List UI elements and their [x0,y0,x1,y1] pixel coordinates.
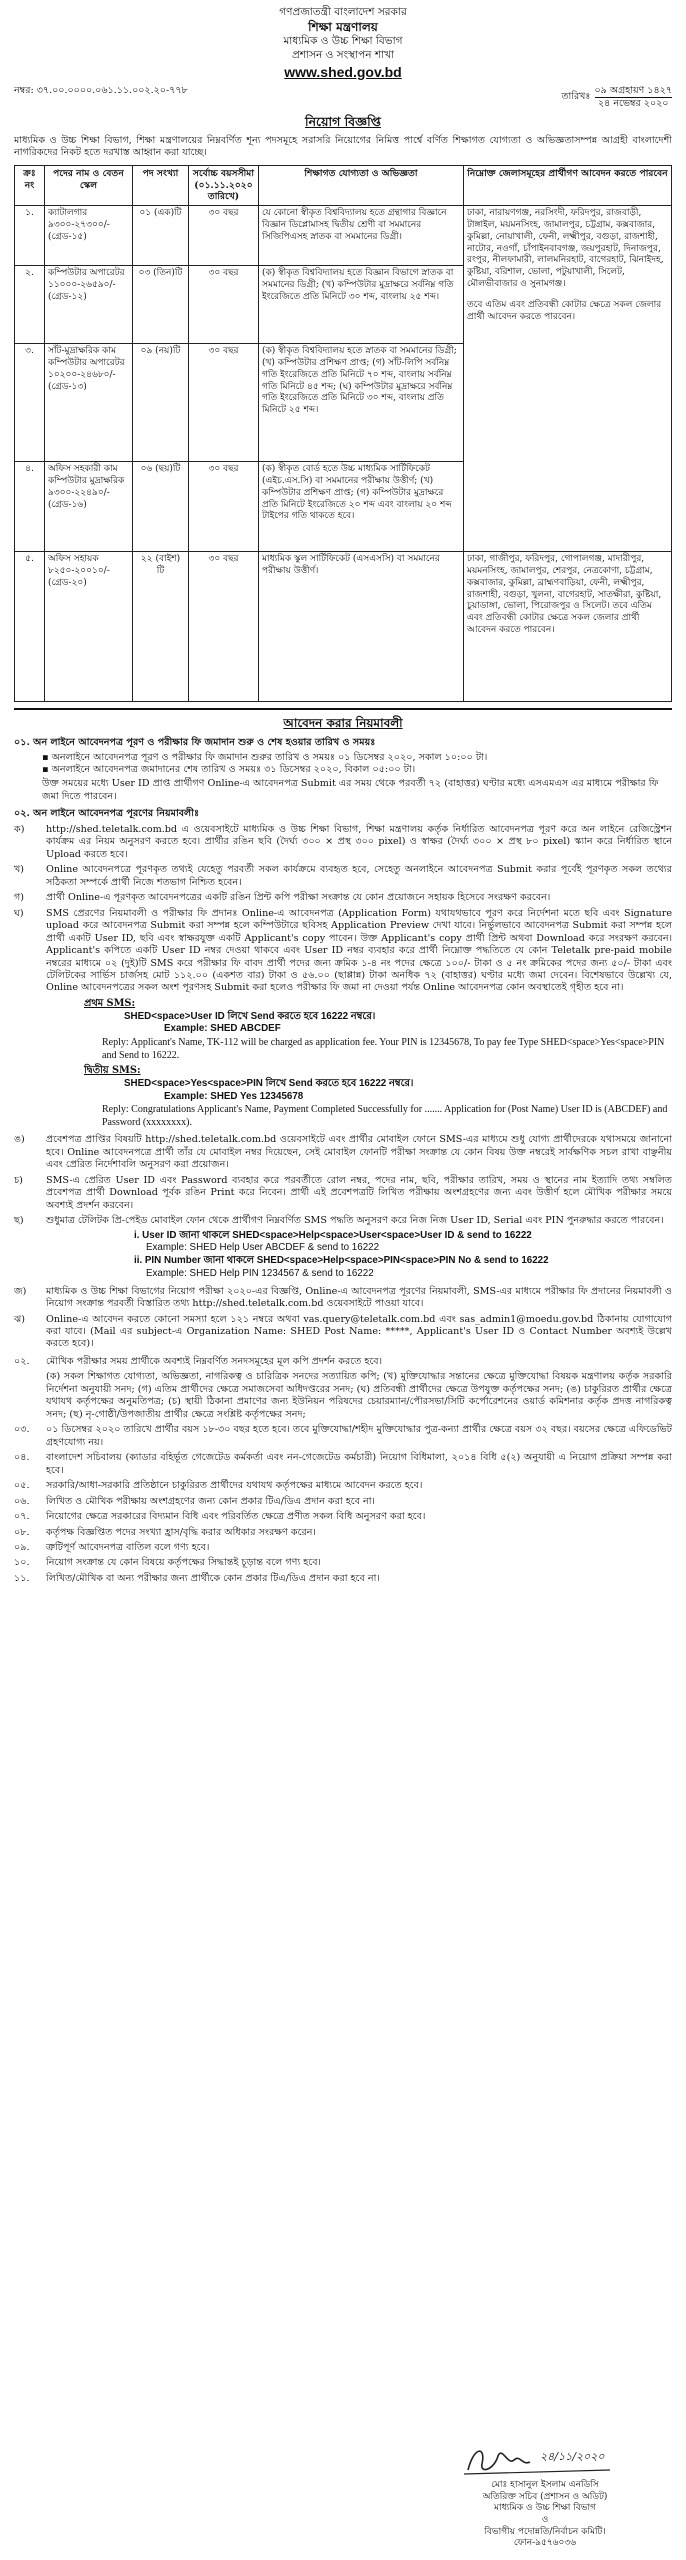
list-item [14,824,672,861]
list-item [14,1356,672,1368]
section-divider [14,708,672,710]
list-item [14,1424,672,1449]
row-qual: (ক) স্বীকৃত বোর্ড হতে উচ্চ মাধ্যমিক সার্টিফিকেট (এইচ.এস.সি) বা সমমানের পরীক্ষায় উত্তীর্ণ; (খ) কম্পিউটার প্রশিক্ষণ প্রাপ্ত; (গ) কম্পিউটার মুদ্রাক্ষরে প্রতি মিনিটে ইংরেজিতে ২০ শব্দ এবং বাংলায় ২০ শব্দ টাইপের গতি থাকতে হবে। [259,462,464,552]
item-no: ০৭. [14,1511,30,1523]
schedule-bullets [14,752,672,777]
signatory-committee: বিভাগীয় পদোন্নতি/নির্বাচন কমিটি। [484,2526,606,2537]
item-no: ঘ) [14,907,24,919]
list-item [14,1371,672,1421]
intro-text: মাধ্যমিক ও উচ্চ শিক্ষা বিভাগ, শিক্ষা মন্ত্রণালয়ের নিম্নবর্ণিত শূন্য পদসমূহে সরাসরি নিয়োগের নিমিত্ত পার্শ্বে বর্ণিত শিক্ষাগত যোগ্যতা ও অভিজ্ঞতাসম্পন্ন আগ্রহী বাংলাদেশী নাগরিকদের নিকট হতে দরখাস্ত আহ্বান করা যাচ্ছে। [14,134,672,159]
admit-section [14,1134,672,1227]
signatory-and: ও [541,2515,549,2526]
item-text: http://shed.teletalk.com.bd এ ওয়েবসাইটে মাধ্যমিক ও উচ্চ শিক্ষা বিভাগ, শিক্ষা মন্ত্রণালয় কর্তৃক নির্ধারিত আবেদনপত্র পূরণ করে অন লাইনে রেজিস্ট্রেশন কার্যক্রম এর নিয়ম অনুসরণ করতে হবে। প্রার্থীর রঙিন ছবি (দৈর্ঘ্য ৩০০ × প্রস্থ ৩০০ pixel) ও স্বাক্ষর (দৈর্ঘ্য ৩০০ × প্রস্থ ৮০ pixel) স্ক্যান করে নির্ধারিত স্থানে Upload করতে হবে। [46,823,672,860]
col-age: সর্বোচ্চ বয়সসীমা (০১.১১.২০২০ তারিখে) [189,165,259,206]
dist-note-1: তবে এতিম এবং প্রতিবন্ধী কোটার ক্ষেত্রে সকল জেলার প্রার্থী আবেদন করতে পারবেন। [467,300,662,322]
schedule-title-text: অন লাইনে আবেদনপত্র পূরণ ও পরীক্ষার ফি জমাদান শুরু ও শেষ হওয়ার তারিখ ও সময়ঃ [33,737,376,749]
item-text: সরকারি/আধা-সরকারি প্রতিষ্ঠানে চাকুরিরত প্রার্থীদের যথাযথ কর্তৃপক্ষের মাধ্যমে আবেদন করতে হবে। [46,1480,423,1492]
header [14,6,672,81]
row-no: ৪. [15,462,45,552]
website-link[interactable]: www.shed.gov.bd [284,63,402,80]
item-text: (ক) সকল শিক্ষাগত যোগ্যতা, অভিজ্ঞতা, নাগরিকত্ব ও চারিত্রিক সনদের সত্যায়িত কপি; (খ) মুক্তিযোদ্ধার সন্তানের ক্ষেত্রে মুক্তিযোদ্ধা বিষয়ক মন্ত্রণালয় কর্তৃক সরকারি নির্দেশনা অনুযায়ী সনদ; (গ) এতিম প্রার্থীদের ক্ষেত্রে সমাজসেবা অধিদপ্তরের সনদ; (ঘ) প্রতিবন্ধী প্রার্থীদের ক্ষেত্রে উপযুক্ত কর্তৃপক্ষের সনদ; (ঙ) চাকুরিরত প্রার্থীর ক্ষেত্রে যথাযথ কর্তৃপক্ষের অনুমতিপত্র; (চ) স্থায়ী ঠিকানা প্রমাণের জন্য ইউনিয়ন পরিষদের চেয়ারম্যান/পৌরসভা/সিটি কর্পোরেশনের ওয়ার্ড কমিশনার কর্তৃক প্রদত্ত নাগরিকত্ব সনদ; (ছ) নৃ-গোষ্ঠী/উপজাতীয় প্রার্থীর ক্ষেত্রে সংশ্লিষ্ট কর্তৃপক্ষের সনদ; [46,1371,672,1420]
schedule-title: ০১. অন লাইনে আবেদনপত্র পূরণ ও পরীক্ষার ফি জমাদান শুরু ও শেষ হওয়ার তারিখ ও সময়ঃ [14,737,376,749]
row-count: ০৩ (তিন)টি [133,266,189,344]
schedule-section [14,737,672,803]
list-item [14,864,672,889]
row-count: ০৬ (ছয়)টি [133,462,189,552]
row-name: সাঁট-মুদ্রাক্ষরিক কাম কম্পিউটার অপারেটর ১০২০০-২৪৬৮০/- (গ্রেড-১৩) [45,344,133,462]
row-qual: (ক) স্বীকৃত বিশ্ববিদ্যালয় হতে স্নাতক বা সমমানের ডিগ্রী; (খ) কম্পিউটার প্রশিক্ষণ প্রাপ্ত; (গ) সাঁট-লিপি সর্বনিম্ন গতি ইংরেজিতে প্রতি মিনিটে ৭০ শব্দ, বাংলায় সর্বনিম্ন গতি মিনিটে ৪৫ শব্দ; (ঘ) কম্পিউটার মুদ্রাক্ষরে সর্বনিম্ন গতি ইংরেজিতে প্রতি মিনিটে ৩০ শব্দ, বাংলায় প্রতি মিনিটে ২৫ শব্দ। [259,344,464,462]
schedule-start: ▪ অনলাইনে আবেদনপত্র পূরণ ও পরীক্ষার ফি জমাদান শুরুর তারিখ ও সময়ঃ ০১ ডিসেম্বর ২০২০, সকাল ১০:০০ টা। [42,752,672,764]
row-name: কম্পিউটার অপারেটর ১১০০০-২৬৫৯০/- (গ্রেড-১২) [45,266,133,344]
row-name: ক্যাটালগার ৯৩০০-২৭৩০০/- (গ্রেড-১৫) [45,206,133,266]
list-item [14,1286,672,1311]
branch-name: প্রশাসন ও সংস্থাপন শাখা [291,48,395,61]
list-item [14,1511,672,1523]
signature-block [420,2440,670,2550]
row-no: ১. [15,206,45,266]
item-text: নিয়োগ সংক্রান্ত যে কোন বিষয়ে কর্তৃপক্ষের সিদ্ধান্তই চূড়ান্ত বলে গণ্য হবে। [46,1557,321,1569]
col-name: পদের নাম ও বেতন স্কেল [45,165,133,206]
first-sms-example: Example: SHED ABCDEF [164,1023,281,1035]
row-no: ২. [15,266,45,344]
row-age: ৩০ বছর [189,266,259,344]
item-text: প্রবেশপত্র প্রাপ্তির বিষয়টি http://shed.teletalk.com.bd ওয়েবসাইটে এবং প্রার্থীর মোবাইল ফোনে SMS-এর মাধ্যমে শুধু যোগ্য প্রার্থীদেরকে যথাসময়ে জানানো হবে। Online আবেদনপত্রে প্রার্থী তাঁর যে মোবাইল নম্বর দিয়েছেন, সেই মোবাইল ফোনটি পরীক্ষা সংক্রান্ত যে কোন বিষয় উক্ত নম্বরেই সার্বক্ষণিক সচল রাখা বাঞ্ছনীয় এবং প্রেরিত নির্দেশাবলি অনুসরণ করা প্রয়োজন। [46,1134,672,1171]
item-no: ছ) [14,1215,24,1227]
general-conditions [14,1356,672,1586]
list-item [14,908,672,995]
first-sms-reply: Reply: Applicant's Name, TK-112 will be charged as application fee. Your PIN is 12345678, To pay fee Type SHED<space>Yes<space>PIN and Send to 16222. [102,1037,665,1062]
item-text: প্রার্থী Online-এ পূরণকৃত আবেদনপত্রের একটি রঙিন প্রিন্ট কপি পরীক্ষা সংক্রান্ত যে কোন প্রয়োজনে সহায়ক হিসেবে সংরক্ষণ করবেন। [46,892,551,904]
row-age: ৩০ বছর [189,552,259,702]
item-no: খ) [14,864,25,876]
dist-list-1: ঢাকা, নারায়ণগঞ্জ, নরসিংদী, ফরিদপুর, রাজবাড়ী, টাঙ্গাইল, ময়মনসিংহ, জামালপুর, চট্টগ্রাম, কক্সবাজার, কুমিল্লা, নোয়াখালী, ফেনী, লক্ষ্মীপুর, বগুড়া, রাজশাহী, নাটোর, নওগাঁ, চাঁপাইনবাবগঞ্জ, জয়পুরহাট, দিনাজপুর, রংপুর, নীলফামারী, লালমনিরহাট, বাগেরহাট, ঝিনাইদহ, কুষ্টিয়া, বরিশাল, ভোলা, পটুয়াখালী, সিলেট, মৌলভীবাজার ও সুনামগঞ্জ। [467,208,664,289]
item-text: মৌখিক পরীক্ষার সময় প্রার্থীকে অবশ্যই নিম্নবর্ণিত সনদসমূহের মূল কপি প্রদর্শন করতে হবে। [46,1355,383,1367]
item-no [14,1371,46,1421]
second-sms-example: Example: SHED Yes 12345678 [164,1090,304,1102]
item-no: ০৪. [14,1452,30,1464]
ministry-name: শিক্ষা মন্ত্রণালয় [308,19,378,34]
item-no: ঙ) [14,1134,25,1146]
notice-title-text: নিয়োগ বিজ্ঞপ্তি [305,114,381,130]
division-name: মাধ্যমিক ও উচ্চ শিক্ষা বিভাগ [283,35,403,48]
item-text: নিয়োগের ক্ষেত্রে সরকারের বিদ্যমান বিধি এবং পরিবর্তিত ক্ষেত্রে প্রণীত সকল বিধি অনুসরণ করা হবে। [46,1511,426,1523]
online-rules-title: ০২. অন লাইনে আবেদনপত্র পূরণের নিয়মাবলীঃ [14,808,200,820]
row-age: ৩০ বছর [189,206,259,266]
signatory-phone: ফোন-৯৫৭৬০৩৬ [513,2538,577,2549]
list-item [14,1175,672,1212]
recover-userid-example: Example: SHED Help User ABCDEF & send to 16222 [146,1242,380,1254]
item-text: Online আবেদনপত্রে পূরণকৃত তথ্যই যেহেতু পরবর্তী সকল কার্যক্রমে ব্যবহৃত হবে, সেহেতু অনলাইনে আবেদনপত্র Submit করার পূর্বেই পূরণকৃত সকল তথ্যের সঠিকতা সম্পর্কে প্রার্থী নিজে শতভাগ নিশ্চিত হবেন। [46,864,672,888]
first-sms-label: প্রথম SMS: [84,997,136,1009]
col-dist: নিম্নোক্ত জেলাসমূহের প্রার্থীগণ আবেদন করতে পারবেন [464,165,672,206]
col-qual: শিক্ষাগত যোগ্যতা ও অভিজ্ঞতা [259,165,464,206]
row-name: অফিস সহকারী কাম কম্পিউটার মুদ্রাক্ষরিক ৯৩০০-২২৪৯০/- (গ্রেড-১৬) [45,462,133,552]
list-item [14,1452,672,1477]
list-item [14,1134,672,1171]
item-no: ঝ) [14,1313,26,1325]
online-rules-title-text: অন লাইনে আবেদনপত্র পূরণের নিয়মাবলীঃ [33,808,200,820]
recover-pin-command: ii. PIN Number জানা থাকলে SHED<space>Help<space>PIN<space>PIN No & send to 16222 [134,1255,549,1267]
item-text: Online-এ আবেদন করতে কোনো সমস্যা হলে ১২১ নম্বরে অথবা vas.query@teletalk.com.bd এবং sas_admin1@moedu.gov.bd ঠিকানায় যোগাযোগ করা যাবে। (Mail এর subject-এ Organization Name: SHED Post Name: *****, Applicant's User ID ও Contact Number অবশ্যই উল্লেখ করতে হবে)। [46,1313,672,1350]
first-sms-command: SHED<space>User ID লিখে Send করতে হবে 16222 নম্বরে। [124,1010,376,1022]
item-text: কর্তৃপক্ষ বিজ্ঞপ্তিত পদের সংখ্যা হ্রাস/বৃদ্ধি করার অধিকার সংরক্ষণ করেন। [46,1526,316,1538]
item-no: ০৫. [14,1480,30,1492]
govt-name: গণপ্রজাতন্ত্রী বাংলাদেশ সরকার [279,6,407,18]
date-label: তারিখঃ [561,91,591,103]
signatory-name: মোঃ হাসানুল ইসলাম এনডিসি [491,2480,599,2490]
date-bangla: ০৯ অগ্রহায়ণ ১৪২৭ [595,85,673,98]
row-no: ৫. [15,552,45,702]
row-count: ০১ (এক)টি [133,206,189,266]
notice-title [14,114,672,130]
second-sms-command: SHED<space>Yes<space>PIN লিখে Send করতে হবে 16222 নম্বরে। [124,1077,414,1089]
row-count: ২২ (বাইশ) টি [133,552,189,702]
schedule-note: উক্ত সময়ের মধ্যে User ID প্রাপ্ত প্রার্থীগণ Online-এ আবেদনপত্র Submit এর সময় থেকে পরবর্তী ৭২ (বাহাত্তর) ঘণ্টার মধ্যে এসএমএস এর মাধ্যমে পরীক্ষার ফি জমা দিতে পারবেন। [42,778,659,802]
item-no: ০২. [14,1355,30,1367]
table-row [15,552,672,702]
item-no: ০৬. [14,1495,30,1507]
row-dist-group-1 [464,206,672,552]
row-age: ৩০ বছর [189,344,259,462]
second-sms-reply: Reply: Congratulations Applicant's Name, Payment Completed Successfully for ....... Application for (Post Name) User ID is (ABCDEF) and Password (xxxxxxxx). [102,1104,668,1129]
item-text: ০১ ডিসেম্বর ২০২০ তারিখে প্রার্থীর বয়স ১৮-৩০ বছর হতে হবে। তবে মুক্তিযোদ্ধা/শহীদ মুক্তিযোদ্ধার পুত্র-কন্যা প্রার্থীর ক্ষেত্রে বয়স ৩২ বছর। বয়সের ক্ষেত্রে এফিডেভিট গ্রহণযোগ্য নয়। [46,1424,672,1448]
memo-line [14,85,672,111]
item-text: শুধুমাত্র টেলিটক প্রি-পেইড মোবাইল ফোন থেকে প্রার্থীগণ নিম্নবর্ণিত SMS পদ্ধতি অনুসরণ করে নিজ নিজ User ID, Serial এবং PIN পুনরুদ্ধার করতে পারবেন। [46,1215,664,1227]
sms-instructions [14,998,672,1129]
list-item [14,1557,672,1569]
list-item [14,1314,672,1351]
row-name: অফিস সহায়ক ৮২৫০-২০০১০/- (গ্রেড-২০) [45,552,133,702]
item-no: ১১. [14,1572,30,1584]
date-english: ২৪ নভেম্বর ২০২০ [598,98,669,110]
list-item [14,1480,672,1492]
item-no: ০৩. [14,1424,30,1436]
row-qual: মাধ্যমিক স্কুল সার্টিফিকেট (এসএসসি) বা সমমানের পরীক্ষায় উত্তীর্ণ। [259,552,464,702]
row-no: ৩. [15,344,45,462]
item-no: ক) [14,823,25,835]
signature-date: ২৪/১১/২০২০ [540,2450,605,2463]
signatory-title: অতিরিক্ত সচিব (প্রশাসন ও অডিট) [482,2491,608,2502]
table-row [15,206,672,266]
rules-title-text: আবেদন করার নিয়মাবলী [283,716,403,731]
item-text: লিখিত/মৌখিক বা অন্য পরীক্ষার জন্য প্রার্থীকে কোন প্রকার টিএ/ডিএ প্রদান করা হবে না। [46,1572,380,1584]
item-no: গ) [14,892,25,904]
memo-date [561,85,672,111]
item-text: লিখিত ও মৌখিক পরীক্ষায় অংশগ্রহণের জন্য কোন প্রকার টিএ/ডিএ প্রদান করা হবে না। [46,1495,375,1507]
recovery-sms [14,1230,672,1281]
second-sms-label: দ্বিতীয় SMS: [84,1065,141,1077]
row-age: ৩০ বছর [189,462,259,552]
recover-pin-example: Example: SHED Help PIN 1234567 & send to 16222 [146,1267,374,1279]
signature-mark [420,2440,670,2480]
row-dist-group-2: ঢাকা, গাজীপুর, ফরিদপুর, গোপালগঞ্জ, মাদারীপুর, ময়মনসিংহ, জামালপুর, শেরপুর, নেত্রকোণা, চট্টগ্রাম, কক্সবাজার, কুমিল্লা, ব্রাহ্মণবাড়িয়া, ফেনী, লক্ষ্মীপুর, রাজশাহী, বগুড়া, খুলনা, বাগেরহাট, সাতক্ষীরা, কুষ্টিয়া, চুয়াডাঙ্গা, ভোলা, পিরোজপুর ও সিলেট। তবে এতিম এবং প্রতিবন্ধী কোটার ক্ষেত্রে সকল জেলার প্রার্থী আবেদন করতে পারবেন। [464,552,672,702]
col-count: পদ সংখ্যা [133,165,189,206]
row-qual: (ক) স্বীকৃত বিশ্ববিদ্যালয় হতে বিজ্ঞান বিভাগে স্নাতক বা সমমানের ডিগ্রী; (খ) কম্পিউটার মুদ্রাক্ষরে সর্বনিম্ন গতি ইংরেজিতে প্রতি মিনিটে ৩০ শব্দ, বাংলায় ২৫ শব্দ। [259,266,464,344]
item-text: ত্রুটিপূর্ণ আবেদনপত্র বাতিল বলে গণ্য হবে। [46,1542,210,1553]
col-no: ক্রঃ নং [15,165,45,206]
item-text: SMS প্রেরণের নিয়মাবলী ও পরীক্ষার ফি প্রদানঃ Online-এ আবেদনপত্র (Application Form) যথাযথভাবে পূরণ করে নির্দেশনা মতে ছবি এবং Signature upload করে আবেদনপত্র Submit করা সম্পন্ন হলে কম্পিউটারে ছবিসহ Application Preview দেখা যাবে। নির্ভুলভাবে আবেদনপত্র Submit করা সম্পন্ন হলে প্রার্থী একটি User ID, ছবি এবং স্বাক্ষরযুক্ত একটি Applicant's copy পাবেন। উক্ত Applicant's copy প্রার্থী প্রিন্ট অথবা Download করে সংরক্ষণ করবেন। Applicant's কপিতে একটি User ID নম্বর দেওয়া থাকবে এবং User ID নম্বর ব্যবহার করে প্রার্থী নিম্নোক্ত পদ্ধতিতে যে কোন Teletalk pre-paid mobile নম্বরের মাধ্যমে ০২ (দুই)টি SMS করে পরীক্ষার ফি বাবদ প্রার্থী পদের জন্য ক্রমিক ১-৪ নং পদের ক্ষেত্রে ১০০/- টাকা ও ৫ নং ক্রমিকের পদের জন্য ৫০/- টাকা এবং টেলিটকের সার্ভিস চার্জসহ মোট ১১২.০০ (একশত বার) টাকা ও ৫৬.০০ (ছাপ্পান্ন) টাকা অনধিক ৭২ (বাহাত্তর) ঘণ্টার মধ্যে জমা দেবেন। বিশেষভাবে উল্লেখ্য যে, Online আবেদনপত্রের সকল অংশ পূরণসহ Submit করা হলেও পরীক্ষার ফি জমা না দেওয়া পর্যন্ত Online আবেদনপত্র কোন অবস্থাতেই গৃহীত হবে না। [46,907,672,994]
signatory-division: মাধ্যমিক ও উচ্চ শিক্ষা বিভাগ [493,2503,597,2514]
item-no: চ) [14,1174,23,1186]
table-header-row [15,165,672,206]
online-rules-section [14,808,672,995]
list-item [14,1496,672,1508]
item-no: জ) [14,1285,27,1297]
posts-table [14,165,672,703]
list-item [14,1542,672,1554]
item-text: মাধ্যমিক ও উচ্চ শিক্ষা বিভাগের নিয়োগ পরীক্ষা ২০২০-এর বিজ্ঞপ্তি, Online-এ আবেদনপত্র পূরণের নিয়মাবলী, SMS-এর মাধ্যমে পরীক্ষার ফি প্রদানের নিয়মাবলী ও নিয়োগ সংক্রান্ত পরবর্তী বিস্তারিত তথ্য http://shed.teletalk.com.bd ওয়েবসাইটে পাওয়া যাবে। [46,1285,672,1310]
item-no: ০৯. [14,1542,30,1553]
list-item [14,892,672,904]
row-qual: যে কোনো স্বীকৃত বিশ্ববিদ্যালয় হতে গ্রন্থাগার বিজ্ঞানে বিজ্ঞান ডিপ্লোমাসহ দ্বিতীয় শ্রেণী বা সমমানের সিজিপিএসহ স্নাতক বা সমমানের ডিগ্রী। [259,206,464,266]
item-no: ১০. [14,1557,30,1569]
item-text: SMS-এ প্রেরিত User ID এবং Password ব্যবহার করে পরবর্তীতে রোল নম্বর, পদের নাম, ছবি, পরীক্ষার তারিখ, সময় ও স্থানের নাম ইত্যাদি তথ্য সম্বলিত প্রবেশপত্র প্রার্থী Download পূর্বক রঙিন Print করে নিবেন। প্রার্থী এই প্রবেশপত্রটি লিখিত পরীক্ষায় অংশগ্রহণের জন্য এবং উত্তীর্ণ হলে মৌখিক পরীক্ষার সময়ে অবশ্যই প্রদর্শন করবেন। [46,1174,672,1211]
rules-title [14,716,672,732]
item-no: ০৮. [14,1526,30,1538]
row-count: ০৯ (নয়)টি [133,344,189,462]
recover-userid-command: i. User ID জানা থাকলে SHED<space>Help<space>User<space>User ID & send to 16222 [134,1229,532,1241]
list-item [14,1573,672,1585]
memo-number: নম্বর: ৩৭.০০.০০০০.০৬১.১১.০০২.২০-৭৭৮ [14,84,188,96]
help-section [14,1286,672,1351]
list-item [14,1215,672,1227]
schedule-end: ▪ অনলাইনে আবেদনপত্র জমাদানের শেষ তারিখ ও সময়ঃ ৩১ ডিসেম্বর ২০২০, বিকাল ০৫:০০ টা। [42,764,672,776]
list-item [14,1527,672,1539]
item-text: বাংলাদেশ সচিবালয় (ক্যাডার বহির্ভূত গেজেটেড কর্মকর্তা এবং নন-গেজেটেড কর্মচারী) নিয়োগ বিধিমালা, ২০১৪ বিধি ৫(২) অনুযায়ী এ নিয়োগ প্রক্রিয়া সম্পন্ন করা হবে। [46,1452,672,1476]
